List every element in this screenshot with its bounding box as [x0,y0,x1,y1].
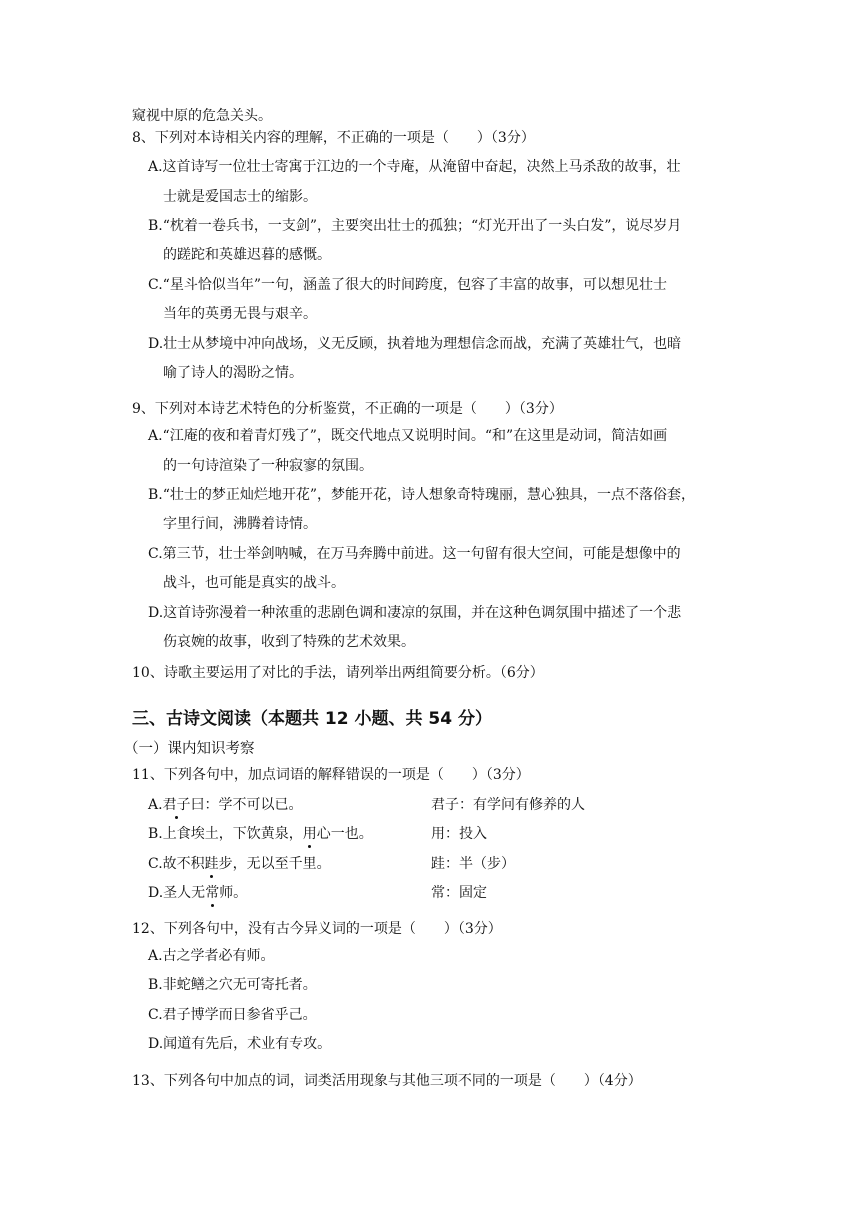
q8-option-a: A.这首诗写一位壮士寄寓于江边的一个寺庵，从淹留中奋起，决然上马杀敌的故事，壮 [148,159,681,175]
question-11: 11、下列各句中，加点词语的解释错误的一项是（ ）（3分） [132,767,530,783]
q11-option-c: C.故不积跬步，无以至千里。 [148,856,331,872]
dotted-word: 用 [302,826,317,842]
question-10: 10、诗歌主要运用了对比的手法，请列举出两组简要分析。（6分） [132,665,544,681]
q9-option-b: B.“壮士的梦正灿烂地开花”，梦能开花，诗人想象奇特瑰丽，慧心独具，一点不落俗套， [148,487,696,503]
q9-option-c-cont: 战斗，也可能是真实的战斗。 [163,575,345,591]
q11-option-b: B.上食埃土，下饮黄泉，用心一也。 [148,826,373,842]
q9-option-d: D.这首诗弥漫着一种浓重的悲剧色调和凄凉的氛围，并在这种色调氛围中描述了一个悲 [148,605,682,621]
dotted-word: 君子 [162,797,191,813]
q11-option-b-explanation: 用：投入 [431,826,487,842]
q9-option-c: C.第三节，壮士举剑呐喊，在万马奔腾中前进。这一句留有很大空间，可能是想像中的 [148,546,681,562]
q11-option-d-explanation: 常：固定 [431,885,487,901]
q11-option-a-explanation: 君子：有学问有修养的人 [431,797,585,813]
q11-option-c-explanation: 跬：半（步） [431,856,515,872]
q12-option-a: A.古之学者必有师。 [148,948,275,964]
q12-option-c: C.君子博学而日参省乎己。 [148,1007,317,1023]
section-heading: 三、古诗文阅读（本题共 12 小题、共 54 分） [132,709,492,729]
q9-option-a-cont: 的一句诗渲染了一种寂寥的氛围。 [163,458,373,474]
q9-option-b-cont: 字里行间，沸腾着诗情。 [163,516,317,532]
q11-option-a: A.君子曰：学不可以已。 [148,797,303,813]
subsection-heading: （一）课内知识考察 [124,741,255,757]
q8-option-b-cont: 的蹉跎和英雄迟暮的感慨。 [163,247,331,263]
text-line: 窥视中原的危急关头。 [132,108,272,124]
q12-option-d: D.闻道有先后，术业有专攻。 [148,1036,332,1052]
q11-option-d: D.圣人无常师。 [148,885,248,901]
dotted-word: 常 [205,885,220,901]
q8-option-d-cont: 喻了诗人的渴盼之情。 [163,365,303,381]
question-9: 9、下列对本诗艺术特色的分析鉴赏，不正确的一项是（ ）（3分） [132,401,563,417]
question-13: 13、下列各句中加点的词，词类活用现象与其他三项不同的一项是（ ）（4分） [132,1073,642,1089]
question-8: 8、下列对本诗相关内容的理解，不正确的一项是（ ）（3分） [132,130,535,146]
dotted-word: 跬 [204,856,219,872]
q8-option-a-cont: 士就是爱国志士的缩影。 [163,189,317,205]
q8-option-d: D.壮士从梦境中冲向战场，义无反顾，执着地为理想信念而战，充满了英雄壮气，也暗 [148,336,682,352]
question-12: 12、下列各句中，没有古今异义词的一项是（ ）（3分） [132,921,502,937]
q8-option-b: B.“枕着一卷兵书，一支剑”，主要突出壮士的孤独；“灯光开出了一头白发”，说尽岁月 [148,218,682,234]
q8-option-c-cont: 当年的英勇无畏与艰辛。 [163,306,317,322]
q12-option-b: B.非蛇鳝之穴无可寄托者。 [148,977,317,993]
q9-option-a: A.“江庵的夜和着青灯残了”，既交代地点又说明时间。“和”在这里是动词，简洁如画 [148,428,668,444]
q9-option-d-cont: 伤哀婉的故事，收到了特殊的艺术效果。 [163,634,415,650]
q8-option-c: C.“星斗恰似当年”一句，涵盖了很大的时间跨度，包容了丰富的故事，可以想见壮士 [148,277,667,293]
